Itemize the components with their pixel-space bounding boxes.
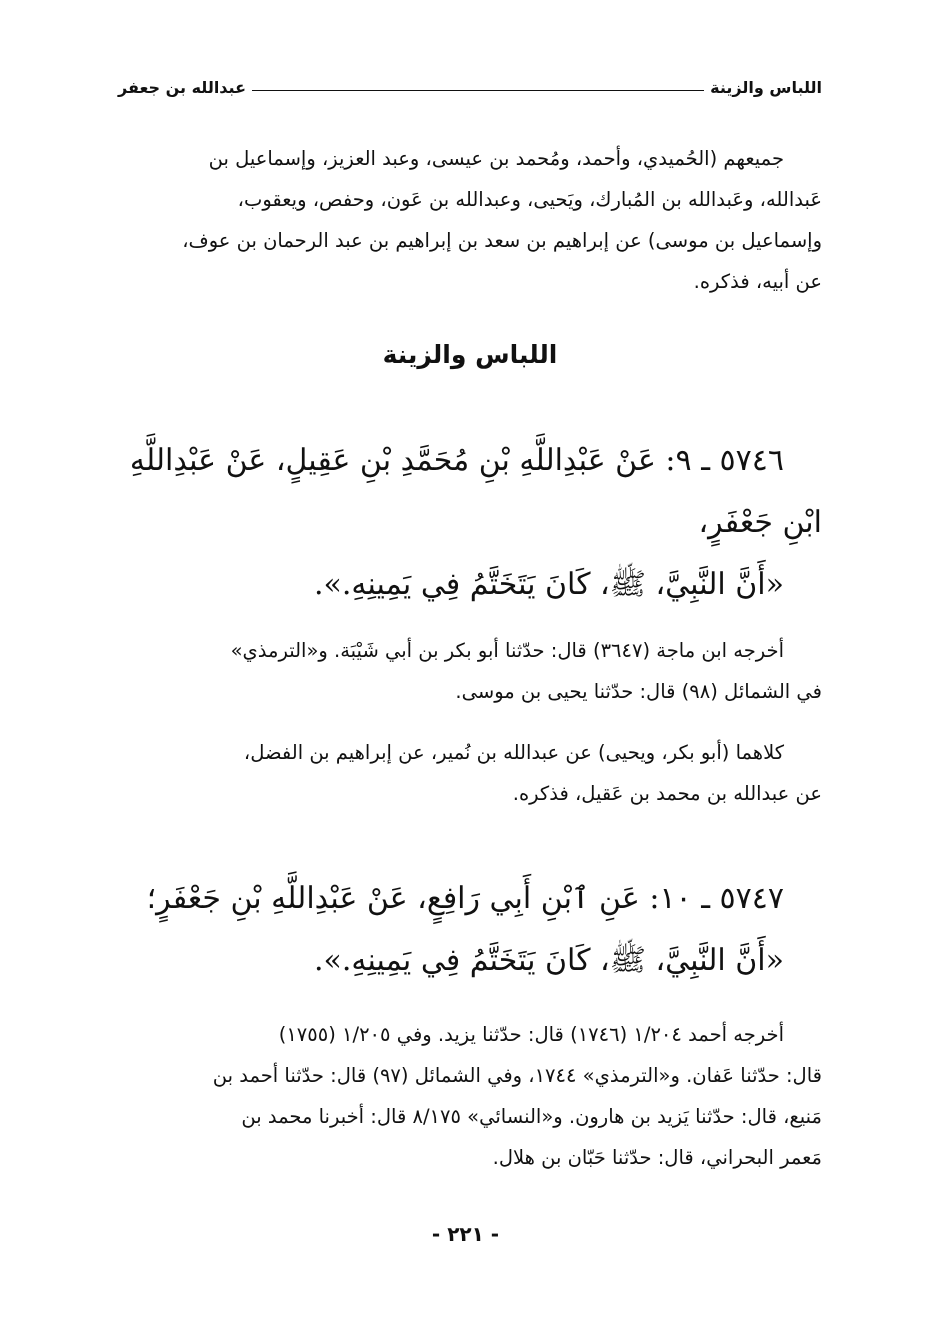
page-number: - ٢٢١ - xyxy=(431,1222,500,1246)
text-line: كلاهما (أبو بكر، ويحيى) عن عبدالله بن نُمير، عن إبراهيم بن الفضل، xyxy=(243,741,784,764)
running-header xyxy=(118,74,822,100)
text-line: أخرجه ابن ماجة (٣٦٤٧) قال: حدّثنا أبو بكر بن أبي شَيْبَة. و«الترمذي» xyxy=(230,639,784,662)
hadith-line: «أَنَّ النَّبِيَّ، ﷺ، كَانَ يَتَخَتَّمُ فِي يَمِينِهِ.». xyxy=(313,567,784,602)
hadith-line: ٥٧٤٦ ـ ٩: عَنْ عَبْدِاللَّهِ بْنِ مُحَمَّدِ بْنِ عَقِيلٍ، عَنْ عَبْدِاللَّهِ xyxy=(129,443,784,478)
hadith-5746-takhrij xyxy=(118,630,822,712)
text-line: وإسماعيل بن موسى) عن إبراهيم بن سعد بن إبراهيم بن عبد الرحمان بن عوف، xyxy=(182,229,822,252)
text-line: عن أبيه، فذكره. xyxy=(693,270,822,293)
header-section-title: عبدالله بن جعفر xyxy=(118,77,247,97)
hadith-5746-text xyxy=(118,430,822,616)
intro-paragraph xyxy=(118,138,822,302)
hadith-5746-takhrij-chain xyxy=(118,732,822,814)
text-line: قال: حدّثنا عَفان. و«الترمذي» ١٧٤٤، وفي الشمائل (٩٧) قال: حدّثنا أحمد بن xyxy=(212,1064,822,1087)
section-title: اللباس والزينة xyxy=(382,340,558,369)
text-line: في الشمائل (٩٨) قال: حدّثنا يحيى بن موسى. xyxy=(455,680,822,703)
hadith-line: «أَنَّ النَّبِيَّ، ﷺ، كَانَ يَتَخَتَّمُ فِي يَمِينِهِ.». xyxy=(313,943,784,978)
text-line: عَبدالله، وعَبدالله بن المُبارك، ويَحيى، وعبدالله بن عَون، وحفص، ويعقوب، xyxy=(237,188,822,211)
text-line: أخرجه أحمد ١/٢٠٤ (١٧٤٦) قال: حدّثنا يزيد. وفي ١/٢٠٥ (١٧٥٥) xyxy=(278,1023,784,1046)
hadith-line: ٥٧٤٧ ـ ١٠: عَنِ ٱبْنِ أَبِي رَافِعٍ، عَنْ عَبْدِاللَّهِ بْنِ جَعْفَرٍ؛ xyxy=(146,881,784,916)
header-chapter-title: اللباس والزينة xyxy=(710,77,822,97)
header-rule xyxy=(252,90,704,91)
text-line: مَعمر البحراني، قال: حدّثنا حَبّان بن هلال. xyxy=(492,1146,822,1169)
hadith-line: ابْنِ جَعْفَرٍ، xyxy=(698,505,822,540)
hadith-5747-takhrij xyxy=(118,1014,822,1178)
text-line: جميعهم (الحُميدي، وأحمد، ومُحمد بن عيسى، وعبد العزيز، وإسماعيل بن xyxy=(208,147,784,170)
hadith-5747-text xyxy=(118,868,822,992)
text-line: عن عبدالله بن محمد بن عَقيل، فذكره. xyxy=(512,782,822,805)
text-line: مَنيع، قال: حدّثنا يَزيد بن هارون. و«النسائي» ٨/١٧٥ قال: أخبرنا محمد بن xyxy=(241,1105,822,1128)
